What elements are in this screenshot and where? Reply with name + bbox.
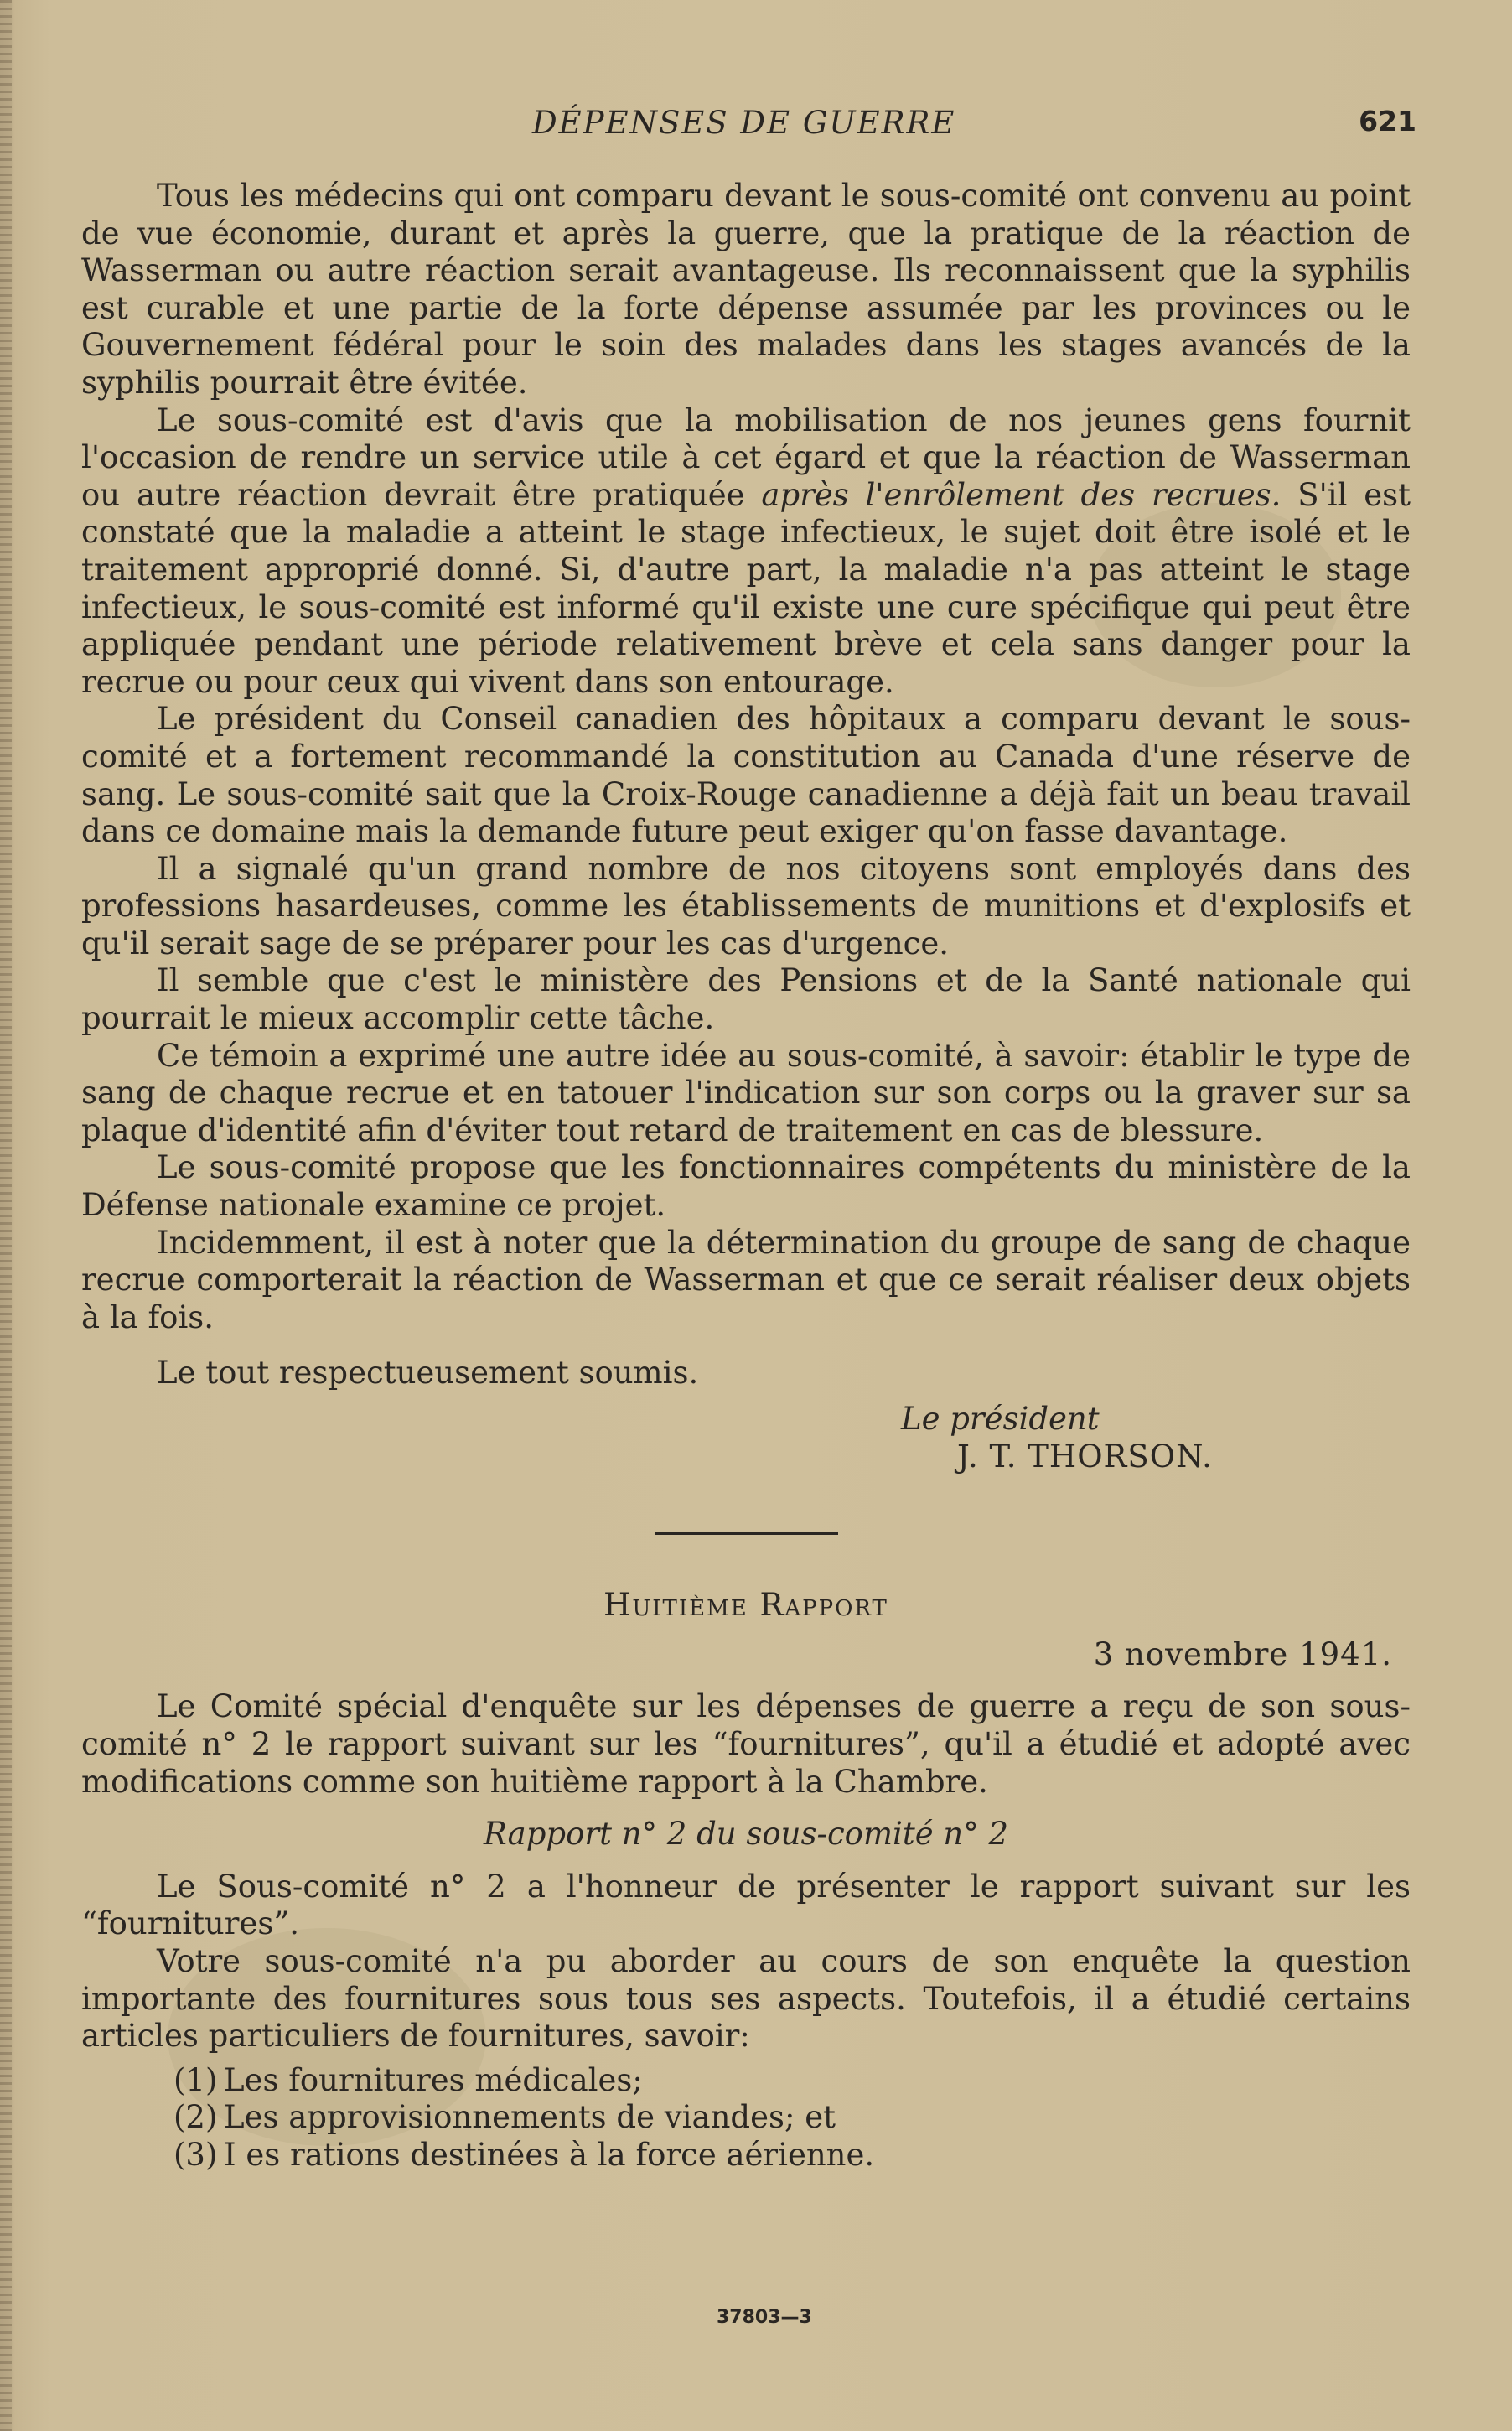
paragraph: Il semble que c'est le ministère des Pensions et de la Santé nationale qui pourrait le mieux accomplir cette tâche. bbox=[81, 962, 1411, 1037]
paragraph: Votre sous-comité n'a pu aborder au cours de son enquête la question importante des fournitures sous tous ses aspects. Toutefois, il a étudié certains articles particuliers de fournitures, savoir: bbox=[81, 1942, 1411, 2055]
paragraph: Le sous-comité propose que les fonctionnaires compétents du ministère de la Défense nationale examine ce projet. bbox=[81, 1149, 1411, 1224]
page-body bbox=[81, 178, 1411, 2174]
list-item bbox=[173, 2099, 1411, 2137]
signature-name: J. T. THORSON. bbox=[957, 1438, 1213, 1475]
list-item-number: (1) bbox=[173, 2061, 218, 2098]
list-item-number: (3) bbox=[173, 2136, 218, 2173]
book-spine-edge bbox=[0, 0, 12, 2431]
paragraph bbox=[81, 402, 1411, 702]
list-item bbox=[173, 2062, 1411, 2100]
list-item-number: (2) bbox=[173, 2099, 218, 2136]
supplies-list bbox=[173, 2062, 1411, 2174]
running-title: DÉPENSES DE GUERRE bbox=[532, 105, 956, 141]
paragraph-text: Le sous-comité est d'avis que la mobilisation de nos jeunes gens fournit l'occasion de rendre un service utile à cet égard et que la réaction de Wasserman ou autre réaction devrait être pratiquée bbox=[81, 402, 1411, 513]
page-number: 621 bbox=[1359, 105, 1416, 137]
list-item-text: I es rations destinées à la force aérienne. bbox=[224, 2136, 875, 2173]
emphasis-text: après l'enrôlement des recrues. bbox=[761, 476, 1282, 513]
closing-line: Le tout respectueusement soumis. bbox=[157, 1355, 699, 1392]
list-item-text: Les approvisionnements de viandes; et bbox=[224, 2099, 836, 2136]
paragraph: Le président du Conseil canadien des hôpitaux a comparu devant le sous-comité et a fortement recommandé la constitution au Canada d'une réserve de sang. Le sous-comité sait que la Croix-Rouge canadienne a déjà fait un beau travail dans ce domaine mais la demande future peut exiger qu'on fasse davantage. bbox=[81, 701, 1411, 850]
paragraph-text: S'il est constaté que la maladie a atteint le stage infectieux, le sujet doit être isolé et le traitement approprié donné. Si, d'autre part, la maladie n'a pas atteint le stage infectieux, le sous-comité est informé qu'il existe une cure spécifique qui peut être appliquée pendant une période relativement brève et cela sans danger pour la recrue ou pour ceux qui vivent dans son entourage. bbox=[81, 476, 1411, 700]
report-date: 3 novembre 1941. bbox=[1093, 1635, 1392, 1672]
paragraph: Incidemment, il est à noter que la détermination du groupe de sang de chaque recrue comporterait la réaction de Wasserman et que ce serait réaliser deux objets à la fois. bbox=[81, 1224, 1411, 1335]
paragraph: Tous les médecins qui ont comparu devant le sous-comité ont convenu au point de vue économie, durant et après la guerre, que la pratique de la réaction de Wasserman ou autre réaction serait avantageuse. Ils reconnaissent que la syphilis est curable et une partie de la forte dépense assumée par les provinces ou le Gouvernement fédéral pour le soin des malades dans les stages avancés de la syphilis pourrait être évitée. bbox=[81, 178, 1411, 401]
section-divider bbox=[655, 1532, 838, 1535]
report-heading: Huitième Rapport bbox=[603, 1587, 888, 1624]
paragraph: Le Sous-comité n° 2 a l'honneur de présenter le rapport suivant sur les “fournitures”. bbox=[81, 1868, 1411, 1942]
printer-code: 37803—3 bbox=[717, 2307, 812, 2328]
paragraph: Ce témoin a exprimé une autre idée au sous-comité, à savoir: établir le type de sang de chaque recrue et en tatouer l'indication sur son corps ou la graver sur sa plaque d'identité afin d'éviter tout retard de traitement en cas de blessure. bbox=[81, 1037, 1411, 1148]
paragraph: Il a signalé qu'un grand nombre de nos citoyens sont employés dans des professions hasardeuses, comme les établissements de munitions et d'explosifs et qu'il serait sage de se préparer pour les cas d'urgence. bbox=[81, 850, 1411, 962]
list-item bbox=[173, 2137, 1411, 2174]
report-intro: Le Comité spécial d'enquête sur les dépenses de guerre a reçu de son sous-comité n° 2 le rapport suivant sur les “fournitures”, qu'il a étudié et adopté avec modifications comme son huitième rapport à la Chambre. bbox=[81, 1688, 1411, 1800]
signature-label: Le président bbox=[901, 1401, 1100, 1437]
page-header bbox=[75, 105, 1416, 147]
list-item-text: Les fournitures médicales; bbox=[224, 2061, 643, 2098]
subreport-title: Rapport n° 2 du sous-comité n° 2 bbox=[483, 1816, 1009, 1853]
